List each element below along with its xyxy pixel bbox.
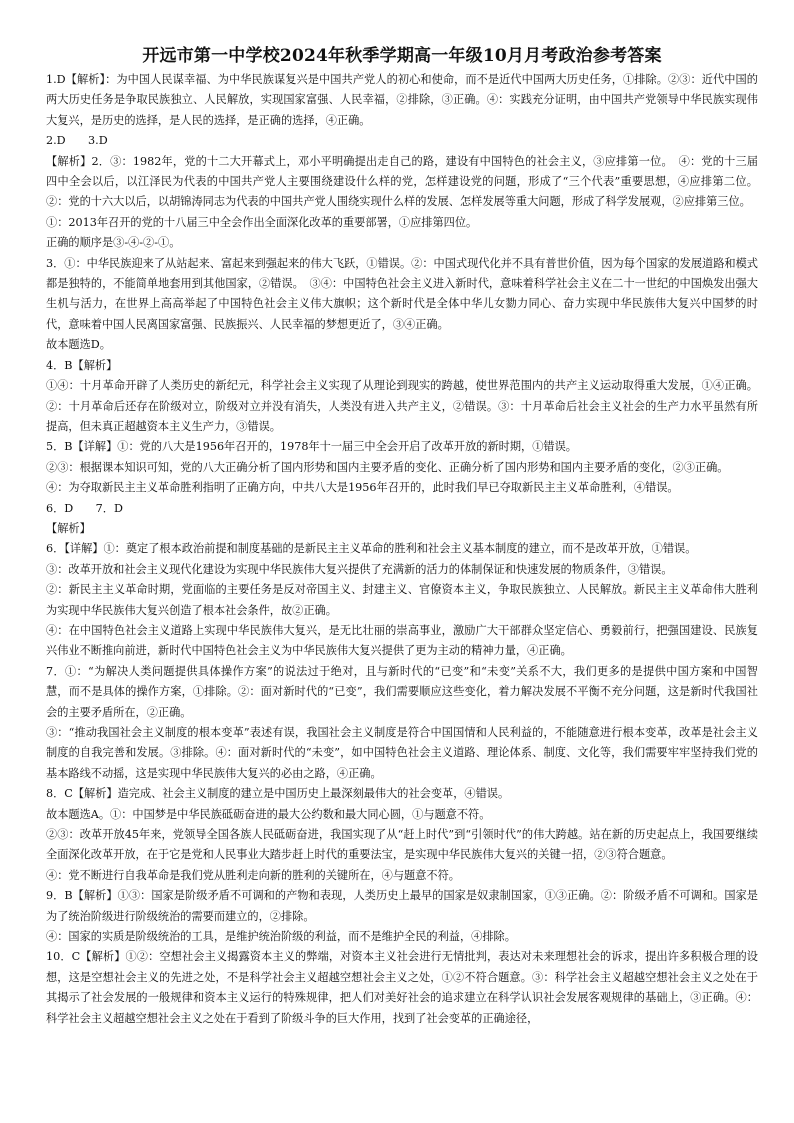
- answer-paragraph: ③：改革开放和社会主义现代化建设为实现中华民族伟大复兴提供了充满新的活力的体制保证和快速发展的物质条件，③错误。: [46, 562, 673, 576]
- answer-paragraph: 正确的顺序是③-④-②-①。: [46, 236, 181, 250]
- answer-paragraph: 8．C【解析】造完成、社会主义制度的建立是中国历史上最深刻最伟大的社会变革，④错误。: [46, 787, 510, 801]
- answer-paragraph: 6．D 7．D: [46, 501, 123, 515]
- answer-paragraph: ②③：改革开放45年来，党领导全国各族人民砥砺奋进，我国实现了从“赶上时代”到“引领时代”的伟大跨越。站在新的历史起点上，我国要继续全面深化改革开放，在于它是党和人民事业大踏步赶上时代的重要法宝，是实现中华民族伟大复兴的关键一招，②③符合题意。: [46, 828, 758, 862]
- answer-paragraph: ①：2013年召开的党的十八届三中全会作出全面深化改革的重要部署，①应排第四位。: [46, 215, 478, 229]
- answer-paragraph: ④：在中国特色社会主义道路上实现中华民族伟大复兴，是无比壮丽的崇高事业，激励广大干部群众坚定信心、勇毅前行，把强国建设、民族复兴伟业不断推向前进，新时代中国特色社会主义为中华民族伟大复兴提供了更为主动的精神力量，④正确。: [46, 623, 758, 658]
- answer-paragraph: 4．B【解析】: [46, 358, 118, 372]
- answer-paragraph: 故本题选A。①：中国梦是中华民族砥砺奋进的最大公约数和最大同心圆，①与题意不符。: [46, 807, 491, 821]
- document-title: 开远市第一中学校2024年秋季学期高一年级10月月考政治参考答案: [142, 46, 662, 66]
- answer-paragraph: 5．B【详解】①：党的八大是1956年召开的，1978年十一届三中全会开启了改革开放的新时期，①错误。: [46, 440, 577, 454]
- answer-paragraph: 1.D【解析】：为中国人民谋幸福、为中华民族谋复兴是中国共产党人的初心和使命，而不是近代中国两大历史任务，①排除。②③：近代中国的两大历史任务是争取民族独立、人民解放，实现国家富强、人民幸福，②排除，③正确。④：实践充分证明，由中国共产党领导中华民族实现伟大复兴，是历史的选择，是人民的选择，是正确的选择，④正确。: [46, 73, 758, 127]
- answer-paragraph: ④：国家的实质是阶级统治的工具，是维护统治阶级的利益，而不是维护全民的利益，④排除。: [46, 930, 516, 944]
- answer-paragraph: ④：党不断进行自我革命是我们党从胜利走向新的胜利的关键所在，④与题意不符。: [46, 868, 460, 882]
- answer-paragraph: 【解析】2．③：1982年，党的十二大开幕式上，邓小平明确提出走自己的路，建设有中国特色的社会主义，③应排第一位。 ④：党的十三届四中全会以后，以江泽民为代表的中国共产党人主要围绕建设什么样的党，怎样建设党的问题，形成了“三个代表”重要思想，④应排第二位。②：党的十六大以后，以胡锦涛同志为代表的中国共产党人围绕实现什么样的发展、怎样发展等重大问题，形成了科学发展观，②应排第三位。: [46, 154, 758, 209]
- answer-paragraph: 【解析】: [46, 521, 91, 535]
- answer-paragraph: ④：为夺取新民主主义革命胜利指明了正确方向，中共八大是1956年召开的，此时我们早已夺取新民主主义革命胜利，④错误。: [46, 481, 679, 495]
- answer-sheet-page: [46, 44, 758, 1029]
- answer-paragraph: 9．B【解析】①③：国家是阶级矛盾不可调和的产物和表现，人类历史上最早的国家是奴隶制国家，①③正确。②：阶级矛盾不可调和。国家是为了统治阶级进行阶级统治的需要而建立的，②排除。: [46, 889, 758, 923]
- answer-paragraph: ②：新民主主义革命时期，党面临的主要任务是反对帝国主义、封建主义、官僚资本主义，争取民族独立、人民解放。新民主主义革命伟大胜利为实现中华民族伟大复兴创造了根本社会条件，故②正确。: [46, 583, 758, 617]
- answer-paragraph: ③：“推动我国社会主义制度的根本变革”表述有误，我国社会主义制度是符合中国国情和人民利益的，不能随意进行根本变革，改革是社会主义制度的自我完善和发展。③排除。④：面对新时代的“未变”，如中国特色社会主义道路、理论体系、制度、文化等，我们需要牢牢坚持我们党的基本路线不动摇，这是实现中华民族伟大复兴的必由之路，④正确。: [46, 726, 758, 780]
- answer-paragraph: 故本题选D。: [46, 338, 111, 352]
- answer-paragraph: 2.D 3.D: [46, 134, 108, 148]
- answer-paragraph: 6．【详解】①：奠定了根本政治前提和制度基础的是新民主主义革命的胜利和社会主义基本制度的建立，而不是改革开放，①错误。: [46, 542, 697, 556]
- answer-paragraph: ①④：十月革命开辟了人类历史的新纪元，科学社会主义实现了从理论到现实的跨越，使世界范围内的共产主义运动取得重大发展，①④正确。②：十月革命后还存在阶级对立，阶级对立并没有消失，人类没有进入共产主义，②错误。③：十月革命后社会主义社会的生产力水平虽然有所提高，但未真正超越资本主义生产力，③错误。: [46, 379, 758, 433]
- answer-paragraph: 10．C【解析】①②：空想社会主义揭露资本主义的弊端，对资本主义社会进行无情批判，表达对未来理想社会的诉求，提出许多积极合理的设想，这是空想社会主义的先进之处，不是科学社会主义超越空想社会主义之处，①②不符合题意。③：科学社会主义超越空想社会主义之处在于其揭示了社会发展的一般规律和资本主义运行的特殊规律，把人们对美好社会的追求建立在科学认识社会发展客观规律的基础上，③正确。④：科学社会主义超越空想社会主义之处在于看到了阶级斗争的巨大作用，找到了社会变革的正确途径，: [46, 950, 758, 1025]
- answer-paragraph: 3．①：中华民族迎来了从站起来、富起来到强起来的伟大飞跃，①错误。②：中国式现代化并不具有普世价值，因为每个国家的发展道路和模式都是独特的，不能简单地套用到其他国家，②错误。 ③④：中国特色社会主义进入新时代，意味着科学社会主义在二十一世纪的中国焕发出强大生机与活力，在世界上高高举起了中国特色社会主义伟大旗帜；这个新时代是全体中华儿女勠力同心、奋力实现中华民族伟大复兴中国梦的时代，意味着中国人民离国家富强、民族振兴、人民幸福的梦想更近了，③④正确。: [46, 256, 758, 331]
- answer-content: [46, 70, 758, 1029]
- answer-paragraph: 7．①：“为解决人类问题提供具体操作方案”的说法过于绝对，且与新时代的“已变”和“未变”关系不大，我们更多的是提供中国方案和中国智慧，而不是具体的操作方案，①排除。②：面对新时代的“已变”，我们需要顺应这些变化，着力解决发展不平衡不充分问题，这是新时代我国社会的主要矛盾所在，②正确。: [46, 664, 758, 719]
- answer-paragraph: ②③：根据课本知识可知，党的八大正确分析了国内形势和国内主要矛盾的变化、正确分析了国内形势和国内主要矛盾的变化，②③正确。: [46, 460, 729, 474]
